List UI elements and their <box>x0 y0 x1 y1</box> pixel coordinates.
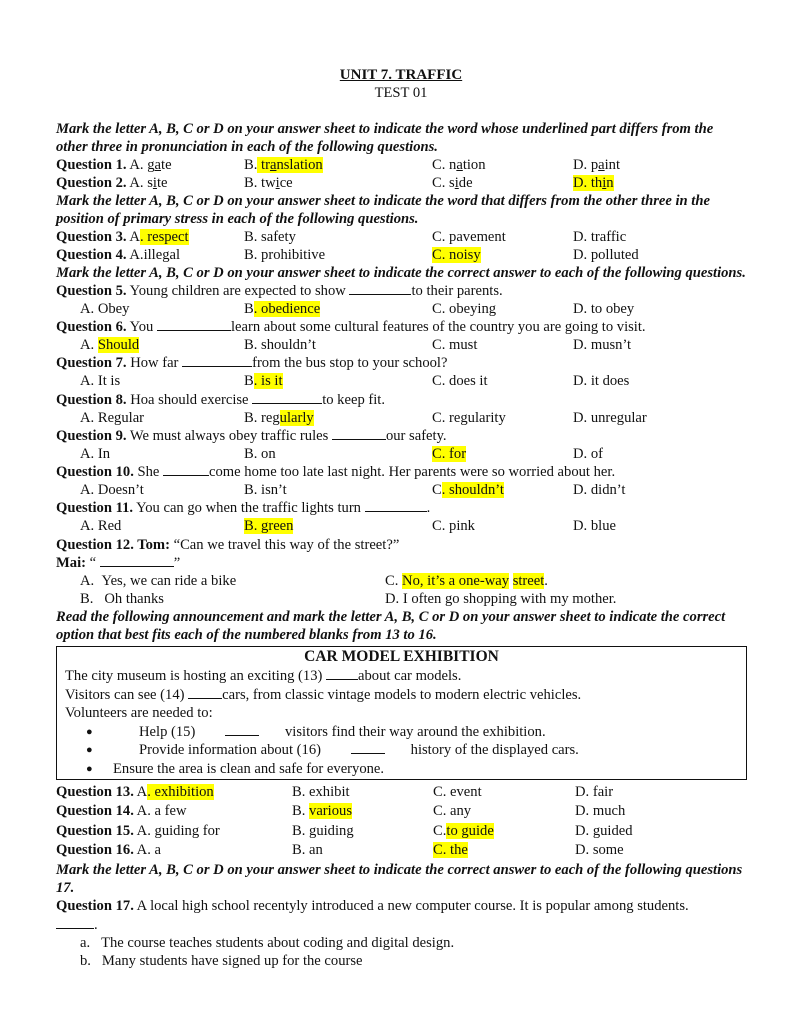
question-8-stem: Question 8. Hoa should exercise to keep fit. <box>56 392 386 408</box>
announcement-line: Volunteers are needed to: <box>65 705 213 721</box>
question-label: Question 1. <box>56 157 127 173</box>
option-d[interactable]: D. some <box>575 842 624 858</box>
option-a[interactable]: A. Regular <box>80 410 145 426</box>
question-12-stem: Question 12. Tom: “Can we travel this way of the street?” <box>56 537 400 553</box>
announcement-bullet: ● Help (15) visitors find their way around the exhibition. <box>65 723 738 742</box>
option-d[interactable]: D. it does <box>573 373 630 389</box>
option-b[interactable]: B. various <box>292 803 352 819</box>
option-c[interactable]: C. pavement <box>432 229 506 245</box>
option-d[interactable]: D. of <box>573 446 603 462</box>
option-b[interactable]: B. green <box>244 518 294 534</box>
answer-blank <box>252 391 322 404</box>
announcement-line: The city museum is hosting an exciting (13) about car models. <box>65 668 462 684</box>
option-d[interactable]: D. to obey <box>573 301 635 317</box>
option-d[interactable]: D. I often go shopping with my mother. <box>385 591 617 607</box>
option-d[interactable]: D. didn’t <box>573 482 626 498</box>
option-d[interactable]: D. traffic <box>573 229 627 245</box>
question-12-options-bd <box>56 590 746 608</box>
option-b[interactable]: B. Oh thanks <box>80 591 164 607</box>
instruction-stress: Mark the letter A, B, C or D on your answer sheet to indicate the word that differs from the other three in the position of primary stress in each of the following questions. <box>56 193 710 227</box>
option-a[interactable]: A. In <box>80 446 110 462</box>
option-c[interactable]: C. the <box>433 842 468 858</box>
option-b[interactable]: B. isn’t <box>244 482 287 498</box>
question-12-options-ac <box>56 572 746 590</box>
announcement-bullet: ● Ensure the area is clean and safe for everyone. <box>65 760 738 779</box>
instruction-question-17: Mark the letter A, B, C or D on your answer sheet to indicate the correct answer to each of the following questions 17. <box>56 861 743 896</box>
option-c[interactable]: C. must <box>432 337 478 353</box>
option-b[interactable]: B. prohibitive <box>244 247 326 263</box>
announcement-box <box>56 646 747 780</box>
answer-blank <box>188 686 222 699</box>
answer-blank <box>157 318 231 331</box>
option-d[interactable]: D. unregular <box>573 410 647 426</box>
option-a[interactable]: A. a few <box>133 803 187 819</box>
page-title: UNIT 7. TRAFFIC <box>339 67 463 83</box>
option-d[interactable]: D. fair <box>575 784 614 800</box>
instruction-announcement: Read the following announcement and mark the letter A, B, C or D on your answer sheet to indicate the correct option that best fits each of the numbered blanks from 13 to 16. <box>56 609 726 643</box>
option-b[interactable]: B. obedience <box>244 301 321 317</box>
option-a[interactable]: A. Should <box>80 337 140 353</box>
option-d[interactable]: D. blue <box>573 518 616 534</box>
option-a[interactable]: A.illegal <box>129 247 181 263</box>
option-c[interactable]: C. side <box>432 175 473 191</box>
page-subtitle: TEST 01 <box>374 85 428 101</box>
option-c[interactable]: C. obeying <box>432 301 497 317</box>
question-17-item-a: a. The course teaches students about coding and digital design. <box>80 934 455 951</box>
option-a[interactable]: A. Yes, we can ride a bike <box>80 573 237 589</box>
question-7-options <box>56 372 746 391</box>
option-c[interactable]: C. nation <box>432 157 486 173</box>
option-a[interactable]: A. a <box>133 842 162 858</box>
question-13: Question 13. A. exhibition B. exhibit C. event D. fair <box>56 784 614 800</box>
option-d[interactable]: D. musn’t <box>573 337 632 353</box>
option-b[interactable]: B. is it <box>244 373 283 389</box>
option-c[interactable]: C. regularity <box>432 410 506 426</box>
instruction-correct-answer: Mark the letter A, B, C or D on your answer sheet to indicate the correct answer to each of the following questions. <box>56 265 746 281</box>
question-17-item-b: b. Many students have signed up for the course <box>80 952 363 969</box>
option-c[interactable]: C. for <box>432 446 467 462</box>
option-b[interactable]: B. exhibit <box>292 784 350 800</box>
option-c[interactable]: C. any <box>433 803 472 819</box>
option-b[interactable]: B. safety <box>244 229 296 245</box>
question-17-blank: . <box>56 916 746 934</box>
answer-blank <box>100 554 174 567</box>
question-7-stem: Question 7. How far from the bus stop to your school? <box>56 355 448 371</box>
question-6-stem: Question 6. You learn about some cultural features of the country you are going to visit. <box>56 319 646 335</box>
option-b[interactable]: B. guiding <box>292 822 354 839</box>
option-b[interactable]: B. on <box>244 446 276 462</box>
question-4: Question 4. A.illegal B. prohibitive C. noisy D. polluted <box>56 247 639 263</box>
question-2: Question 2. A. site B. twice C. side D. thin <box>56 175 614 191</box>
option-d[interactable]: D. paint <box>573 157 621 173</box>
option-a[interactable]: A. Doesn’t <box>80 482 144 498</box>
question-16: Question 16. A. a B. an C. the D. some <box>56 841 746 861</box>
option-c[interactable]: C. does it <box>432 373 488 389</box>
answer-blank <box>163 463 209 476</box>
option-b[interactable]: B. regularly <box>244 410 314 426</box>
instruction-pronunciation: Mark the letter A, B, C or D on your answer sheet to indicate the word whose underlined part differs from the other three in pronunciation in each of the following questions. <box>56 121 714 155</box>
question-8-options <box>56 409 746 427</box>
option-d[interactable]: D. guided <box>575 822 633 839</box>
option-b[interactable]: B. an <box>292 842 323 858</box>
question-15: Question 15. A. guiding for B. guiding C.to guide D. guided <box>56 822 746 842</box>
option-d[interactable]: D. polluted <box>573 247 639 263</box>
question-9-options <box>56 445 746 463</box>
option-a[interactable]: A. It is <box>80 373 121 389</box>
question-11-stem: Question 11. You can go when the traffic lights turn . <box>56 500 431 516</box>
option-c[interactable]: C. event <box>433 784 482 800</box>
answer-blank <box>56 916 94 929</box>
answer-blank <box>349 282 411 295</box>
answer-blank <box>182 354 252 367</box>
answer-blank <box>365 499 427 512</box>
announcement-line: Visitors can see (14) cars, from classic vintage models to modern electric vehicles. <box>65 686 582 703</box>
question-10-stem: Question 10. She come home too late last night. Her parents were so worried about her. <box>56 464 616 480</box>
option-c[interactable]: C. noisy <box>432 247 481 263</box>
question-5-stem: Question 5. Young children are expected to show to their parents. <box>56 283 503 299</box>
option-a[interactable]: A. guiding for <box>133 822 220 839</box>
question-14: Question 14. A. a few B. various C. any D. much <box>56 802 746 822</box>
announcement-title: CAR MODEL EXHIBITION <box>304 648 499 665</box>
announcement-bullet: ● Provide information about (16) history of the displayed cars. <box>65 741 738 760</box>
option-b[interactable]: B. shouldn’t <box>244 337 316 353</box>
question-5-options <box>56 300 746 318</box>
document-page <box>56 66 746 970</box>
question-label: Question 2. <box>56 175 127 191</box>
question-17-stem: Question 17. A local high school recentyly introduced a new computer course. It is popular among students. <box>56 897 689 914</box>
option-a[interactable]: . respect <box>139 229 189 245</box>
option-d[interactable]: D. much <box>575 803 626 819</box>
option-d[interactable]: D. thin <box>573 175 614 191</box>
option-c[interactable]: C.to guide <box>433 822 494 839</box>
question-3: Question 3. A. respect B. safety C. pavement D. traffic <box>56 229 627 245</box>
option-b[interactable]: B. translation <box>244 157 323 173</box>
answer-blank <box>326 667 358 680</box>
question-9-stem: Question 9. We must always obey traffic rules our safety. <box>56 428 447 444</box>
option-c[interactable]: C. shouldn’t <box>432 482 504 498</box>
question-10-options <box>56 481 746 499</box>
option-a[interactable]: A. Red <box>80 518 122 534</box>
question-11-options <box>56 517 746 536</box>
option-b[interactable]: B. twice <box>244 175 293 191</box>
question-6-options <box>56 336 746 354</box>
option-a[interactable]: . exhibition <box>147 784 214 800</box>
answer-blank <box>332 427 386 440</box>
option-c[interactable]: C. No, it’s a one-way street. <box>385 573 548 589</box>
question-12-mai: Mai: “ ” <box>56 555 181 571</box>
option-c[interactable]: C. pink <box>432 518 475 534</box>
question-1: Question 1. A. gate B. translation C. nation D. paint <box>56 157 621 173</box>
option-a[interactable]: A. Obey <box>80 301 130 317</box>
